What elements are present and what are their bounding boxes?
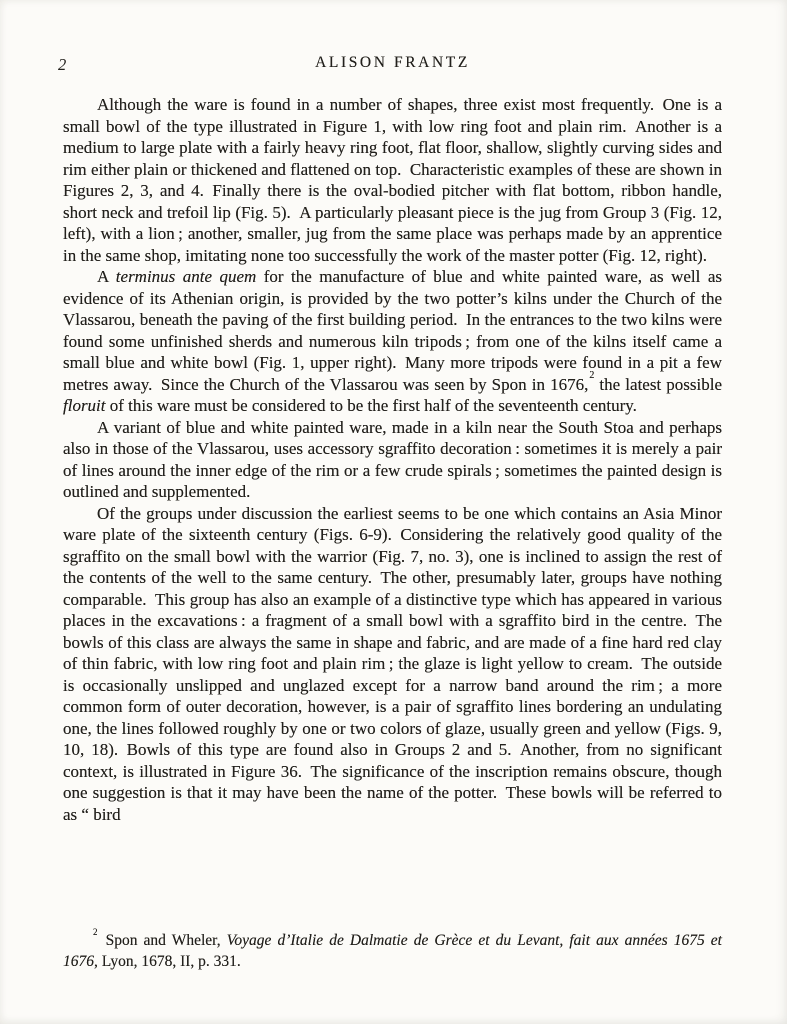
- paragraph-shapes-text: Although the ware is found in a number of shapes, three exist most frequently. One is a small bowl of the type illustrated in Figure 1, with low ring foot and plain rim. Another is a medium to large plate with a fairly heavy ring foot, flat floor, shallow, slightly curving sides and rim either plain or thickened and flattened on top. Characteristic examples of these are shown in Figures 2, 3, and 4. Finally there is the oval-bodied pitcher with flat bottom, ribbon handle, short neck and trefoil lip (Fig. 5). A particularly pleasant piece is the jug from Group 3 (Fig. 12, left), with a lion ; another, smaller, jug from the same place was perhaps made by an apprentice in the same shop, imitating none too successfully the work of the master potter (Fig. 12, right).: [63, 95, 722, 265]
- paragraph-shapes: [63, 94, 722, 266]
- footnote-text-1: Spon and Wheler,: [99, 932, 227, 949]
- footnote-block: [63, 926, 722, 972]
- footnote-book-title: Voyage d’Italie de Dalmatie de Grèce et du Levant, fait aux années 1675 et 1676: [63, 932, 722, 970]
- footnote-marker-2: 2: [93, 926, 98, 937]
- paragraph-groups: [63, 503, 722, 826]
- paragraph-terminus-text-2: for the manufacture of blue and white painted ware, as well as evidence of its Athenian origin, is provided by the two potter’s kilns under the Church of the Vlassarou, beneath the paving of the first building period. In the entrances to the two kilns were found some unfinished sherds and numerous kiln tripods ; from one of the kilns itself came a small blue and white bowl (Fig. 1, upper right). Many more tripods were found in a pit a few metres away. Since the Church of the Vlassarou was seen by Spon in 1676,: [63, 267, 722, 394]
- paragraph-variant-text: A variant of blue and white painted ware, made in a kiln near the South Stoa and perhaps also in those of the Vlassarou, uses accessory sgraffito decoration : sometimes it is merely a pair of lines around the inner edge of the rim or a few crude spirals ; sometimes the painted design is outlined and supplemented.: [63, 417, 722, 501]
- paragraph-groups-text: Of the groups under discussion the earliest seems to be one which contains an Asia Minor ware plate of the sixteenth century (Figs. 6-9). Considering the relatively good quality of the sgraffito on the small bowl with the warrior (Fig. 7, no. 3), one is inclined to assign the rest of the contents of the well to the same century. The other, presumably later, groups have nothing comparable. This group has also an example of a distinctive type which has appeared in various places in the excavations : a fragment of a small bowl with a sgraffito bird in the centre. The bowls of this class are always the same in shape and fabric, and are made of a fine hard red clay of thin fabric, with low ring foot and plain rim ; the glaze is light yellow to cream. The outside is occasionally unslipped and unglazed except for a narrow band around the rim ; a more common form of outer decoration, however, is a pair of sgraffito lines bordering an undulating one, the lines followed roughly by one or two colors of glaze, usually green and yellow (Figs. 9, 10, 18). Bowls of this type are found also in Groups 2 and 5. Another, from no significant context, is illustrated in Figure 36. The significance of the inscription remains obscure, though one suggestion is that it may have been the name of the potter. These bowls will be referred to as “ bird: [63, 503, 722, 824]
- paragraph-variant: [63, 417, 722, 503]
- paragraph-terminus-text-1: A: [97, 267, 116, 286]
- running-title: ALISON FRANTZ: [315, 54, 470, 71]
- paragraph-terminus-text-3: the latest possible: [594, 374, 723, 394]
- body-text: [63, 94, 722, 825]
- footnote-2: [63, 926, 722, 972]
- running-header: [58, 54, 722, 76]
- latin-word-floruit: floruit: [63, 396, 106, 415]
- page-number: 2: [58, 55, 67, 74]
- paragraph-terminus-text-4: of this ware must be considered to be the first half of the seventeenth century.: [105, 396, 637, 415]
- footnote-text-2: , Lyon, 1678, II, p. 331.: [94, 952, 241, 970]
- paragraph-terminus: [63, 266, 722, 417]
- latin-phrase-terminus-ante-quem: terminus ante quem: [115, 267, 257, 286]
- footnote-reference-2: 2: [589, 369, 595, 381]
